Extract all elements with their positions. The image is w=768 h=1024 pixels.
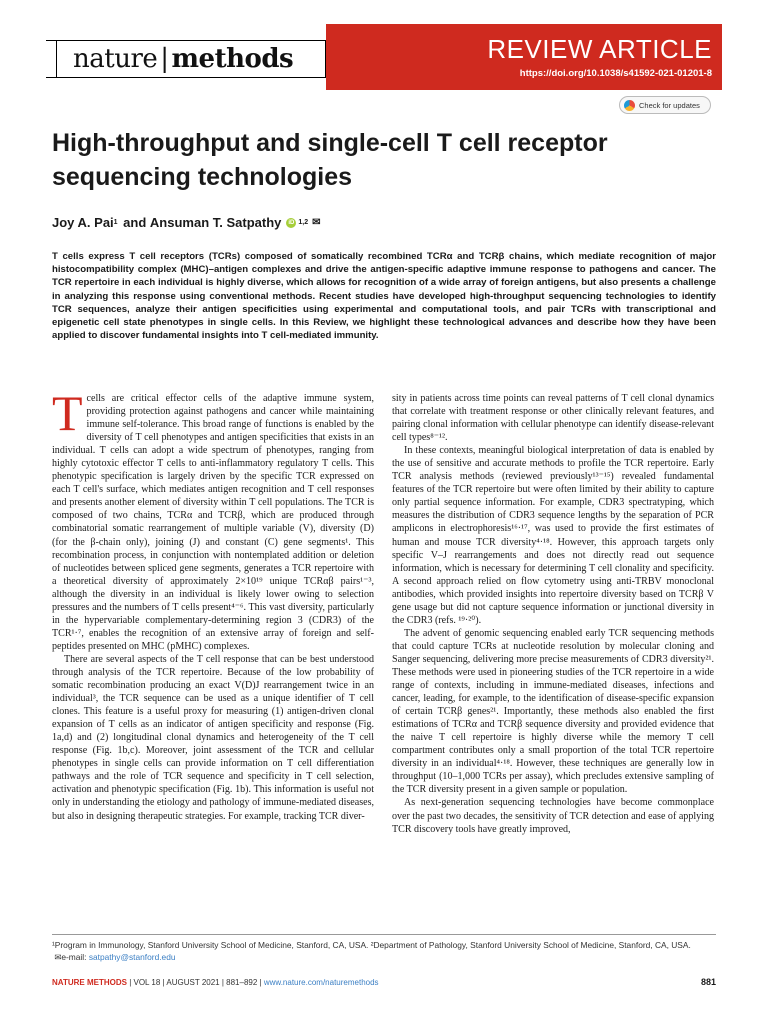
email-label: ✉e-mail: [52,952,89,962]
journal-header [46,24,722,90]
logo-word-methods: methods [171,44,294,74]
author-name[interactable]: Ansuman T. Satpathy [149,215,282,230]
logo-separator: | [160,44,169,74]
author-connector: and [119,215,150,230]
drop-cap: T [52,385,83,441]
body-paragraph: The advent of genomic sequencing enabled early TCR sequencing methods that could capture TCRs at nucleotide resolution by molecular cloning and Sanger sequencing, delivering more precise measurements of CDR3 diversity²¹. These methods were used in pioneering studies of the TCR repertoire in a wide range of contexts, including in immune-mediated diseases, infections and cancer, leading, for example, to the identification of disease-specific expansion of certain TCRβ genes²¹. Importantly, these methods also enabled the first estimations of TCRα and TCRβ sequence diversity and provided evidence that the naive T cell repertoire is highly diverse while the memory T cell compartment contributes only a small proportion of the total TCR repertoire diversity in an individual⁴·¹⁸. However, these techniques are generally low in throughput (10–1,000 TCRs per assay), which precludes extensive sampling of the TCR diversity present in a given sample or population. [392,627,714,796]
article-type-label: REVIEW ARTICLE [487,34,712,64]
check-for-updates-button[interactable] [619,96,711,114]
body-paragraph: In these contexts, meaningful biological interpretation of data is enabled by the use of sensitive and accurate methods to profile the TCR repertoire. Early TCR analysis methods (reviewed previously¹³⁻¹⁵) revealed fundamental features of the TCR repertoire but were often limited by their ability to capture only partial sequence information. For example, CDR3 spectratyping, which measures the distribution of CDR3 sequence lengths by the separation of PCR amplicons in electrophoresis¹⁶·¹⁷, was used to provide the first estimates of human and mouse TCR diversity⁴·¹⁸. However, this approach targets only specific V–J rearrangements and does not directly read out sequence information, which is necessary for determining T cell clonality and specificity. A second approach relied on flow cytometry using anti-TRBV monoclonal antibodies, which provided insights into repertoire diversity based on TCRβ V gene usage but did not capture sequence information or junctional diversity in the CDR3 (refs. ¹⁹·²⁰). [392,445,714,626]
logo-word-nature: nature [73,44,158,74]
body-paragraph [52,385,374,653]
mail-icon[interactable]: ✉ [312,217,321,228]
footer-issue-info: | VOL 18 | AUGUST 2021 | 881–892 | [126,978,264,987]
crossmark-icon [624,100,635,111]
abstract: T cells express T cell receptors (TCRs) composed of somatically recombined TCRα and TCRβ chains, which mediate recognition of major histocompatibility complex (MHC)–antigen complexes and drive the antigen-specific adaptive immune response to pathogens and cancer. The TCR repertoire in each individual is highly diverse, which allows for recognition of a wide array of foreign antigens, but also presents a challenge in analyzing this response using conventional methods. Recent studies have developed high-throughput sequencing technologies to identify TCR sequences, analyze their antigen specificities using experimental and computational tools, and pair TCRs with transcriptional and epigenetic cell state phenotypes in single cells. In this Review, we highlight these technological advances and describe how they have been applied to discover fundamental insights into T cell-mediated immunity. [52,251,716,342]
author-affiliation-marker: 1 [113,219,118,226]
body-paragraph: sity in patients across time points can reveal patterns of T cell clonal dynamics that correlate with treatment response or other clinically relevant features, and pairing clonal information with cellular phenotype can identify disease-relevant cell types⁸⁻¹². [392,393,714,444]
page-number: 881 [700,977,716,987]
email-link[interactable]: satpathy@stanford.edu [88,952,176,962]
paragraph-text: cells are critical effector cells of the adaptive immune system, providing protection against pathogens and cancer while maintaining immune self-tolerance. This broad range of functions is enabled by the diversity of T cell phenotypes and antigen specificities that exists in an individual. T cells can adopt a wide spectrum of phenotypes, ranging from highly cytotoxic effector T cells to anti-inflammatory regulatory T cells. This phenotypic specification is largely driven by the specific TCR expressed on each T cell's surface, which mediates antigen recognition and T cell responses and presents another element of diversity within T cell populations. The TCR is composed of two chains, TCRα and TCRβ, which are produced through combinatorial somatic rearrangement of multiple variable (V), diversity (D) (for the β-chain only), joining (J) and constant (C) gene segments¹. This recombination process, in conjunction with nontemplated addition or deletion of nucleotides between spliced gene segments, generates a TCR repertoire with a theoretical diversity of approximately 2×10¹⁹ unique TCRαβ pairs¹⁻³, although the diversity in an individual is likely lower owing to selection pressures and the numbers of T cells present⁴⁻⁶. This vast diversity, particularly in the hypervariable complementary-determining region 3 (CDR3) of the TCR¹·⁷, enables the recognition of an extensive array of foreign and self-peptides presented on MHC (pMHC) complexes. [52,393,374,652]
footnote-divider [52,934,716,935]
check-updates-label: Check for updates [639,100,700,110]
article-title: High-throughput and single-cell T cell receptor sequencing technologies [52,129,608,191]
affiliations-text: ¹Program in Immunology, Stanford University School of Medicine, Stanford, CA, USA. ²Department of Pathology, Stanford University School of Medicine, Stanford, CA, USA. [52,940,691,950]
page-footer [52,978,716,987]
author-name[interactable]: Joy A. Pai [52,215,114,230]
affiliations-footnote [52,939,716,963]
author-line [52,215,321,230]
author-affiliation-marker: 1,2 [298,219,309,226]
body-paragraph: As next-generation sequencing technologies have become commonplace over the past two decades, the sensitivity of TCR detection and ease of applying TCR discovery tools have greatly improved, [392,797,714,835]
header-banner [326,24,722,90]
header-rule [46,40,56,78]
body-column-left [52,385,374,823]
doi-link[interactable]: https://doi.org/10.1038/s41592-021-01201-8 [519,68,712,79]
footer-journal-name: NATURE METHODS [52,978,127,987]
journal-logo[interactable] [73,43,293,75]
body-column-right [392,392,714,836]
journal-logo-box [56,40,326,78]
footer-url-link[interactable]: www.nature.com/naturemethods [263,978,379,987]
body-paragraph: There are several aspects of the T cell response that can be best understood through analysis of the TCR repertoire. Because of the low probability of somatic recombination producing an exact V(D)J rearrangement twice in an individual³, the TCR sequence can be used as a unique identifier of T cell clones. This feature is a useful proxy for measuring (1) antigen-driven clonal expansion of T cells as an indicator of antigen specificity and response (Fig. 1a,d) and (2) longitudinal clonal dynamics and heterogeneity of the T cell response (Fig. 1b,c). Moreover, joint assessment of the TCR and cellular phenotypes in single cells can provide information on T cell differentiation pathways and the role of TCR sequence and specificity in T cell selection, activation and phenotypic specification (Fig. 1b). This information is useful not only in understanding the etiology and pathology of immune-mediated diseases, but also in designing therapeutic strategies. For example, tracking TCR diver- [52,653,374,822]
orcid-icon[interactable]: iD [288,219,295,226]
